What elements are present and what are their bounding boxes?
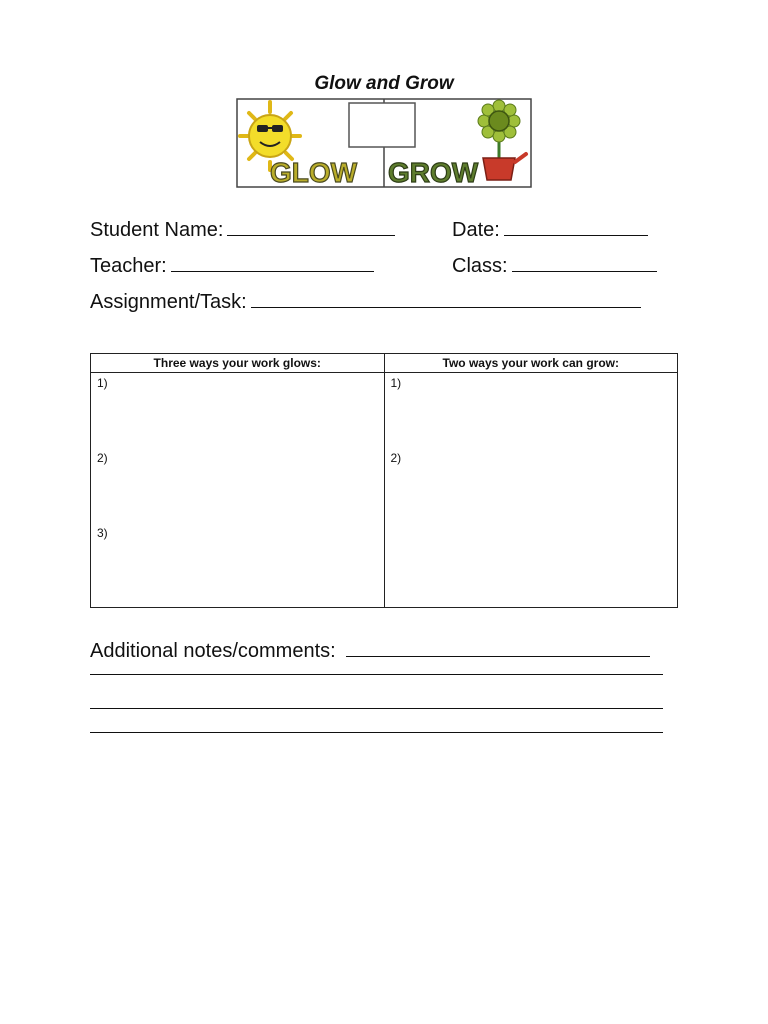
- student-name-line[interactable]: [227, 217, 395, 236]
- grow-item-2: 2): [390, 451, 402, 465]
- class-line[interactable]: [512, 253, 657, 272]
- grow-item-1: 1): [390, 376, 402, 390]
- date-line[interactable]: [504, 217, 648, 236]
- class-label: Class:: [452, 255, 508, 277]
- date-label: Date:: [452, 219, 500, 241]
- glow-header: Three ways your work glows:: [91, 354, 385, 373]
- glow-grow-table: [90, 353, 678, 608]
- grow-cell[interactable]: [384, 373, 678, 608]
- assignment-field: [90, 289, 641, 314]
- class-field: [452, 253, 657, 278]
- teacher-label: Teacher:: [90, 255, 167, 277]
- teacher-field: [90, 253, 374, 278]
- notes-label: Additional notes/comments:: [90, 640, 336, 662]
- student-name-label: Student Name:: [90, 219, 224, 241]
- notes-field: [90, 638, 650, 663]
- assignment-line[interactable]: [251, 289, 641, 308]
- notes-line-2[interactable]: [90, 708, 663, 709]
- grow-header: Two ways your work can grow:: [384, 354, 678, 373]
- glow-item-2: 2): [97, 451, 108, 465]
- glow-item-1: 1): [97, 376, 108, 390]
- teacher-line[interactable]: [171, 253, 374, 272]
- date-field: [452, 217, 648, 242]
- glow-grow-banner: [236, 98, 532, 188]
- assignment-label: Assignment/Task:: [90, 291, 247, 313]
- student-name-field: [90, 217, 395, 242]
- notes-line-3[interactable]: [90, 732, 663, 733]
- glow-word: GLOW: [270, 157, 358, 188]
- glow-item-3: 3): [97, 526, 108, 540]
- grow-word: GROW: [388, 157, 479, 188]
- page-title: Glow and Grow: [314, 73, 454, 94]
- notes-line-0[interactable]: [346, 638, 650, 657]
- notes-line-1[interactable]: [90, 674, 663, 675]
- glow-cell[interactable]: [91, 373, 385, 608]
- blank-sign-icon: [349, 103, 415, 147]
